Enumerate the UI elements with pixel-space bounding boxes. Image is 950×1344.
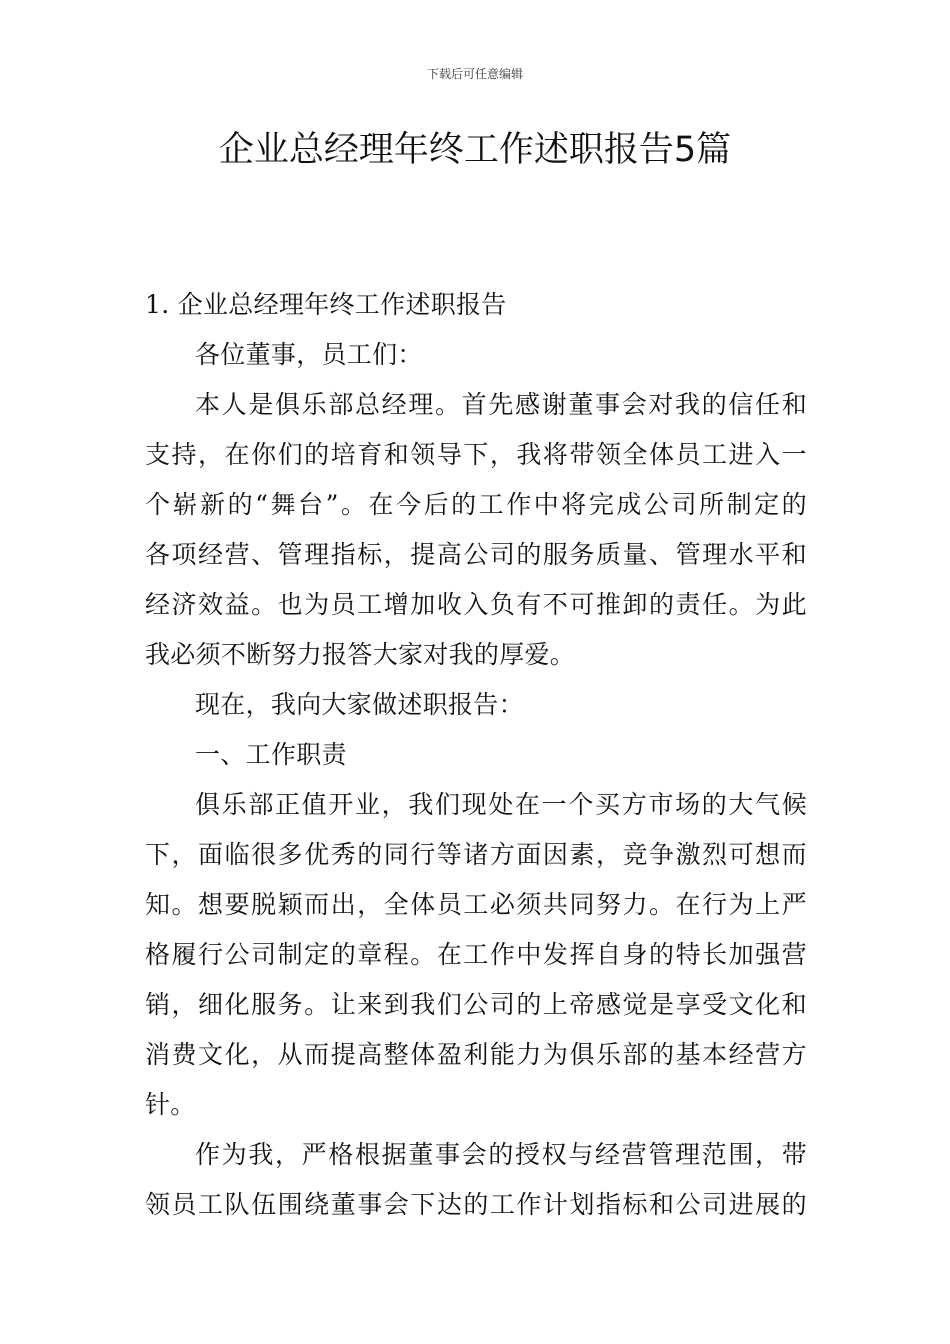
paragraph-line: 针。 (145, 1090, 196, 1119)
paragraph-line: 知。想要脱颖而出，全体员工必须共同努力。在行为上严 (145, 890, 807, 919)
paragraph-line: 我必须不断努力报答大家对我的厚爱。 (145, 640, 576, 669)
document-title: 企业总经理年终工作述职报告5篇 (218, 130, 732, 170)
paragraph-2 (145, 780, 807, 1130)
paragraph-line: 销，细化服务。让来到我们公司的上帝感觉是享受文化和 (145, 990, 807, 1019)
paragraph-line: 本人是俱乐部总经理。首先感谢董事会对我的信任和 (195, 390, 807, 419)
paragraph-line: 格履行公司制定的章程。在工作中发挥自身的特长加强营 (145, 940, 807, 969)
paragraph-line: 下，面临很多优秀的同行等诸方面因素，竞争激烈可想而 (145, 840, 807, 869)
paragraph-line: 领员工队伍围绕董事会下达的工作计划指标和公司进展的 (145, 1190, 807, 1219)
paragraph-1 (145, 380, 807, 680)
intro-line: 现在，我向大家做述职报告： (195, 690, 524, 719)
subsection-heading: 一、工作职责 (195, 740, 347, 769)
paragraph-line: 支持，在你们的培育和领导下，我将带领全体员工进入一 (145, 440, 807, 469)
paragraph-line: 俱乐部正值开业，我们现处在一个买方市场的大气候 (195, 790, 807, 819)
paragraph-line: 个崭新的“舞台”。在今后的工作中将完成公司所制定的 (145, 490, 807, 519)
section-heading: 1. 企业总经理年终工作述职报告 (145, 290, 507, 319)
paragraph-line: 消费文化，从而提高整体盈利能力为俱乐部的基本经营方 (145, 1040, 807, 1069)
document-body (145, 280, 807, 1230)
greeting: 各位董事，员工们： (195, 340, 423, 369)
paragraph-line: 各项经营、管理指标，提高公司的服务质量、管理水平和 (145, 540, 807, 569)
paragraph-3 (145, 1130, 807, 1230)
paragraph-line: 经济效益。也为员工增加收入负有不可推卸的责任。为此 (145, 590, 807, 619)
header-note: 下载后可任意编辑 (426, 67, 523, 81)
paragraph-line: 作为我，严格根据董事会的授权与经营管理范围，带 (195, 1140, 807, 1169)
